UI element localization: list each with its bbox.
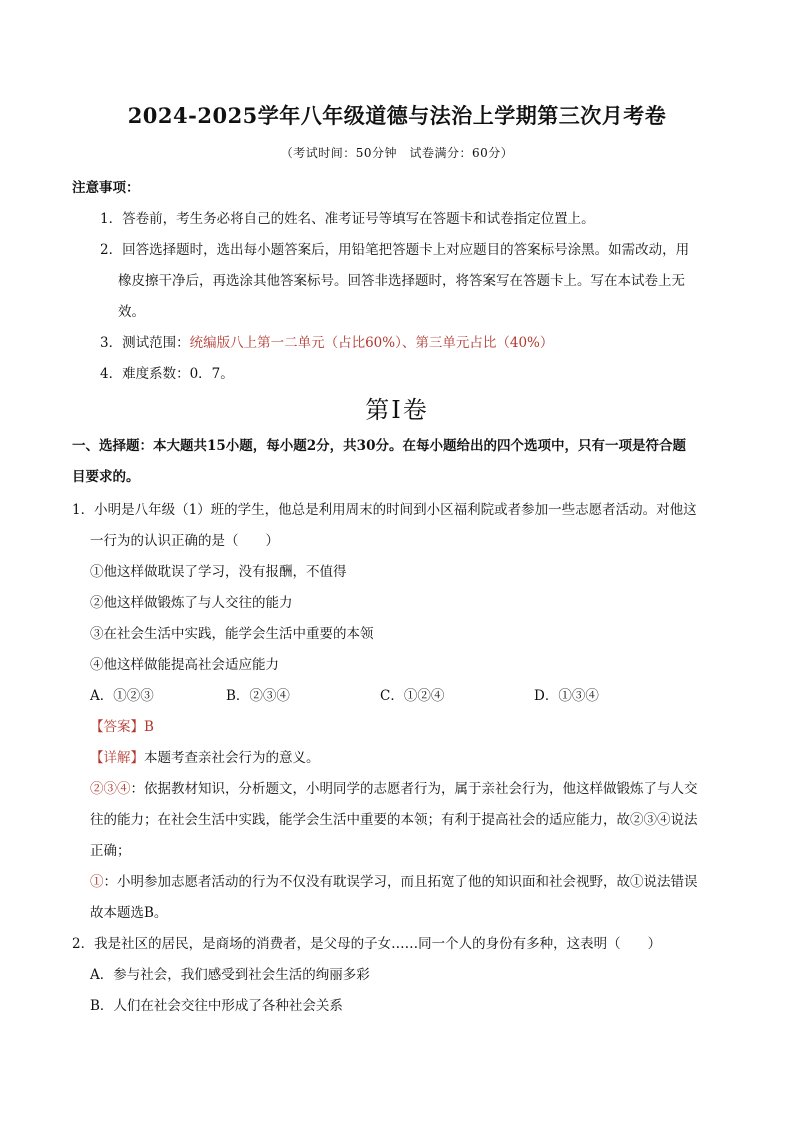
- note-item-2: 2．回答选择题时，选出每小题答案后，用铅笔把答题卡上对应题目的答案标号涂黑。如需改动，用: [100, 242, 690, 258]
- question-1-analysis-1: [90, 777, 698, 797]
- question-1-statement-2: ②他这样做锻炼了与人交往的能力: [90, 595, 293, 611]
- analysis-2-marker: ①: [90, 874, 104, 890]
- section-title: 第Ⅰ卷: [365, 396, 429, 424]
- question-1-analysis-1-cont: 往的能力；在社会生活中实践，能学会生活中重要的本领；有利于提高社会的适应能力，故②③④说法: [90, 812, 698, 828]
- detail-label: 【详解】: [90, 750, 144, 766]
- question-1-conclusion: 故本题选B。: [90, 905, 168, 921]
- note-item-1: 1．答卷前，考生务必将自己的姓名、准考证号等填写在答题卡和试卷指定位置上。: [100, 211, 595, 227]
- section-instruction: 一、选择题：本大题共15小题，每小题2分，共30分。在每小题给出的四个选项中，只有一项是符合题: [72, 438, 686, 454]
- question-1-stem: 1．小明是八年级（1）班的学生，他总是利用周末的时间到小区福利院或者参加一些志愿者活动。对他这: [72, 502, 697, 518]
- question-2-stem: 2．我是社区的居民，是商场的消费者，是父母的子女……同一个人的身份有多种，这表明（ ）: [72, 936, 662, 952]
- notes-heading: 注意事项：: [72, 180, 140, 196]
- answer-value: B: [144, 719, 154, 735]
- note-item-2-cont: 橡皮擦干净后，再选涂其他答案标号。回答非选择题时，将答案写在答题卡上。写在本试卷上无: [118, 273, 685, 289]
- exam-subtitle: （考试时间：50分钟 试卷满分：60分）: [280, 146, 514, 160]
- question-1-option-b: B．②③④: [226, 688, 290, 704]
- question-1-analysis-1-end: 正确；: [90, 843, 131, 859]
- analysis-1-text: ：依据教材知识，分析题文，小明同学的志愿者行为，属于亲社会行为，他这样做锻炼了与人交: [130, 781, 698, 797]
- question-2-option-a: A．参与社会，我们感受到社会生活的绚丽多彩: [90, 967, 370, 983]
- note-item-2-end: 效。: [118, 304, 145, 320]
- answer-label: 【答案】: [90, 719, 144, 735]
- question-1-statement-1: ①他这样做耽误了学习，没有报酬，不值得: [90, 564, 347, 580]
- exam-title: 2024-2025学年八年级道德与法治上学期第三次月考卷: [127, 103, 667, 128]
- detail-text: 本题考查亲社会行为的意义。: [144, 750, 320, 766]
- question-1-option-a: A．①②③: [90, 688, 154, 704]
- question-1-option-c: C．①②④: [380, 688, 445, 704]
- note-item-3: [100, 331, 553, 351]
- question-1-statement-4: ④他这样做能提高社会适应能力: [90, 657, 279, 673]
- test-range: 统编版八上第一二单元（占比60%）、第三单元占比（40%）: [189, 335, 554, 351]
- section-instruction-cont: 目要求的。: [72, 469, 140, 485]
- analysis-2-text: ：小明参加志愿者活动的行为不仅没有耽误学习，而且拓宽了他的知识面和社会视野，故①说法错误: [103, 874, 698, 890]
- note-item-3-label: 3．测试范围：: [100, 335, 190, 351]
- question-1-option-d: D．①③④: [534, 688, 599, 704]
- analysis-1-marker: ②③④: [90, 781, 131, 797]
- question-1-statement-3: ③在社会生活中实践，能学会生活中重要的本领: [90, 626, 374, 642]
- note-item-4: 4．难度系数：0．7。: [100, 366, 234, 382]
- question-1-answer: [90, 715, 154, 735]
- question-2-option-b: B．人们在社会交往中形成了各种社会关系: [90, 998, 343, 1014]
- question-1-detail: [90, 746, 320, 766]
- question-1-stem-cont: 一行为的认识正确的是（ ）: [90, 533, 279, 549]
- question-1-analysis-2: [90, 870, 698, 890]
